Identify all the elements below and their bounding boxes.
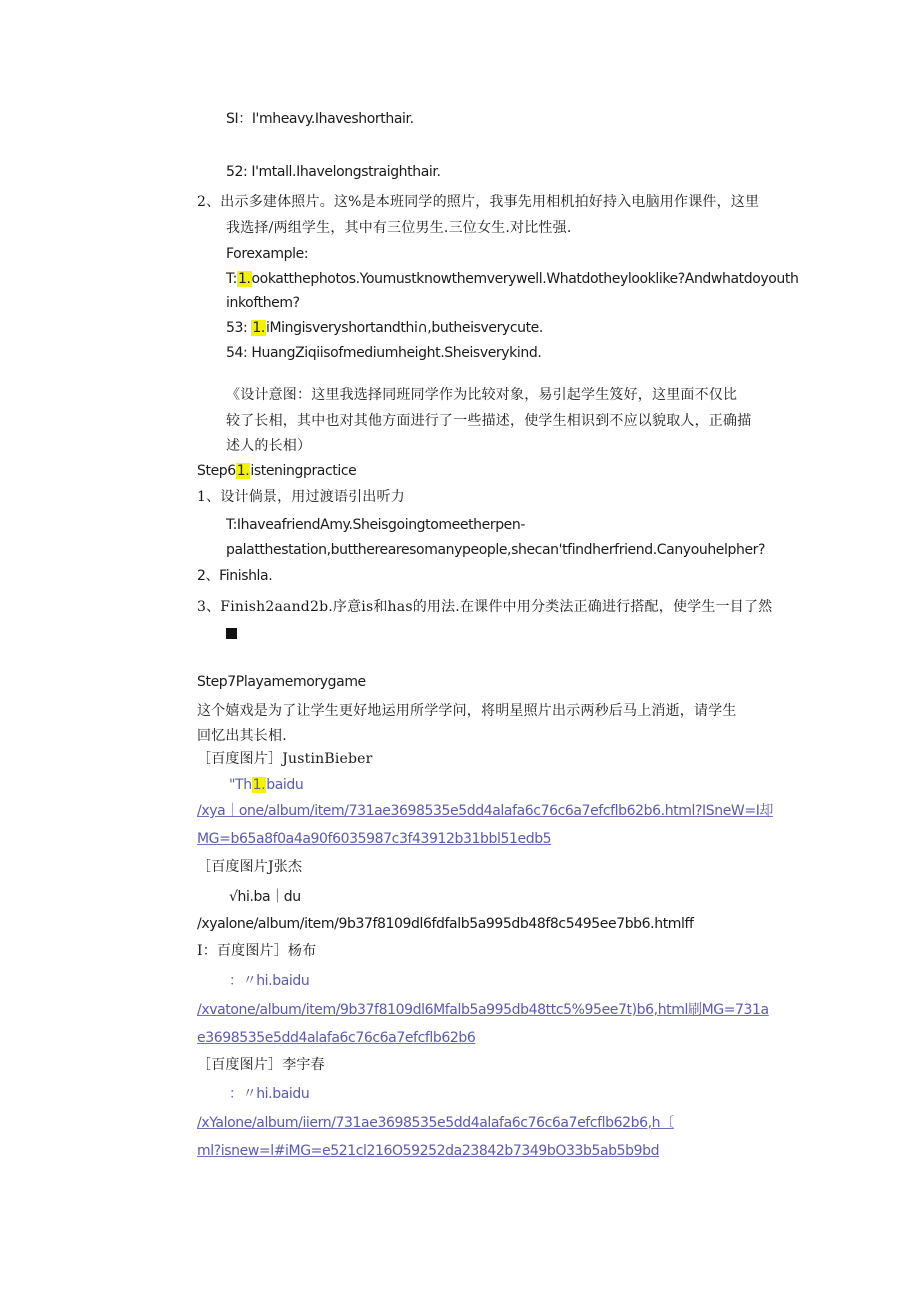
reference-label-4: ［百度图片］李宇春 [197, 1057, 325, 1073]
dialogue-line-s4: 54: HuangZiqiisofmediumheight.Sheisverykind. [226, 345, 542, 361]
design-intent-line-b: 较了长相，其中也对其他方面进行了一些描述，使学生相识到不应以貌取人，正确描 [226, 413, 752, 429]
step6-heading [197, 462, 356, 480]
reference-link-2-b[interactable]: /xyalone/album/item/9b37f8109dl6fdfalb5a995db48f8c5495ee7bb6.htmlff [197, 916, 694, 932]
reference-link-4-a[interactable]: ：〃hi.baidu [229, 1086, 310, 1102]
reference-link-4-b[interactable]: /xYalone/album/iiern/731ae3698535e5dd4alafa6c76c6a7efcflb62b6,h〔 [197, 1115, 674, 1131]
reference-label-1: ［百度图片］JustinBieber [197, 751, 373, 767]
dialogue-line-s3 [226, 319, 543, 337]
text-segment: T: [226, 271, 237, 287]
dialogue-line-s2: 52: I'mtall.Ihavelongstraighthair. [226, 164, 441, 180]
bullet-square [226, 625, 237, 643]
text-segment: 53: [226, 320, 252, 336]
text-segment: ookatthephotos.Youmustknowthemverywell.Whatdotheylooklike?Andwhatdoyouth [251, 271, 799, 287]
for-example-label: Forexample: [226, 246, 309, 262]
text-segment: "Th [229, 777, 252, 793]
text-segment: iMingisveryshortandthi∩,butheisverycute. [265, 320, 543, 336]
reference-link-2-a[interactable]: √hi.ba｜du [229, 889, 301, 905]
item2-line-a: 2、出示多建体照片。这%是本班同学的照片，我事先用相机拍好持入电脑用作课件，这里 [197, 194, 760, 210]
step6-item3: 3、Finish2aand2b.序意is和has的用法.在课件中用分类法正确进行搭配，使学生一目了然 [197, 599, 773, 615]
step7-heading: Step7Playamemorygame [197, 674, 366, 690]
dialogue-line-s1: SI：I'mheavy.Ihaveshorthair. [226, 111, 414, 127]
step6-teacher-line-b: palatthestation,buttherearesomanypeople,shecan'tfindherfriend.Canyouhelpher? [226, 542, 766, 558]
design-intent-line-c: 述人的长相） [226, 438, 312, 454]
teacher-line-b: inkofthem? [226, 295, 300, 311]
text-segment: Step6 [197, 463, 236, 479]
step7-desc-b: 回忆出其长相. [197, 728, 287, 744]
text-segment: baidu [266, 777, 304, 793]
design-intent-line-a: 《设计意图：这里我选择同班同学作为比较对象，易引起学生笈好，这里面不仅比 [226, 387, 738, 403]
reference-link-3-c[interactable]: e3698535e5dd4alafa6c76c6a7efcflb62b6 [197, 1030, 476, 1046]
reference-link-3-b[interactable]: /xvatone/album/item/9b37f8109dl6Mfalb5a995db48ttc5%95ee7t)b6,html刷MG=731a [197, 1002, 769, 1018]
step6-teacher-line-a: T:IhaveafriendAmy.Sheisgoingtomeetherpen- [226, 517, 526, 533]
reference-link-1-c[interactable]: MG=b65a8f0a4a90f6035987c3f43912b31bbl51edb5 [197, 831, 552, 847]
highlight-mark: 1. [252, 320, 265, 336]
step7-desc-a: 这个嬉戏是为了让学生更好地运用所学学问，将明星照片出示两秒后马上消逝，请学生 [197, 703, 737, 719]
teacher-line-a [226, 270, 798, 288]
step6-item2: 2、Finishla. [197, 568, 273, 584]
reference-link-1-b[interactable]: /xya｜one/album/item/731ae3698535e5dd4alafa6c76c6a7efcflb62b6.html?ISneW=I却 [197, 803, 774, 819]
highlight-mark: 1. [237, 271, 251, 287]
reference-label-2: ［百度图片J张杰 [197, 859, 303, 875]
reference-link-4-c[interactable]: ml?isnew=l#iMG=e521cl216O59252da23842b7349bO33b5ab5b9bd [197, 1143, 660, 1159]
highlight-mark: 1. [236, 463, 250, 479]
reference-link-1-a[interactable] [229, 776, 303, 794]
reference-label-3: I：百度图片］杨布 [197, 943, 317, 959]
reference-link-3-a[interactable]: ：〃hi.baidu [229, 973, 310, 989]
text-segment: isteningpractice [250, 463, 357, 479]
highlight-mark: 1. [252, 777, 266, 793]
item2-line-b: 我选择/两组学生，其中有三位男生.三位女生.对比性强. [226, 220, 572, 236]
step6-item1: 1、设计倘景，用过渡语引出听力 [197, 489, 405, 505]
